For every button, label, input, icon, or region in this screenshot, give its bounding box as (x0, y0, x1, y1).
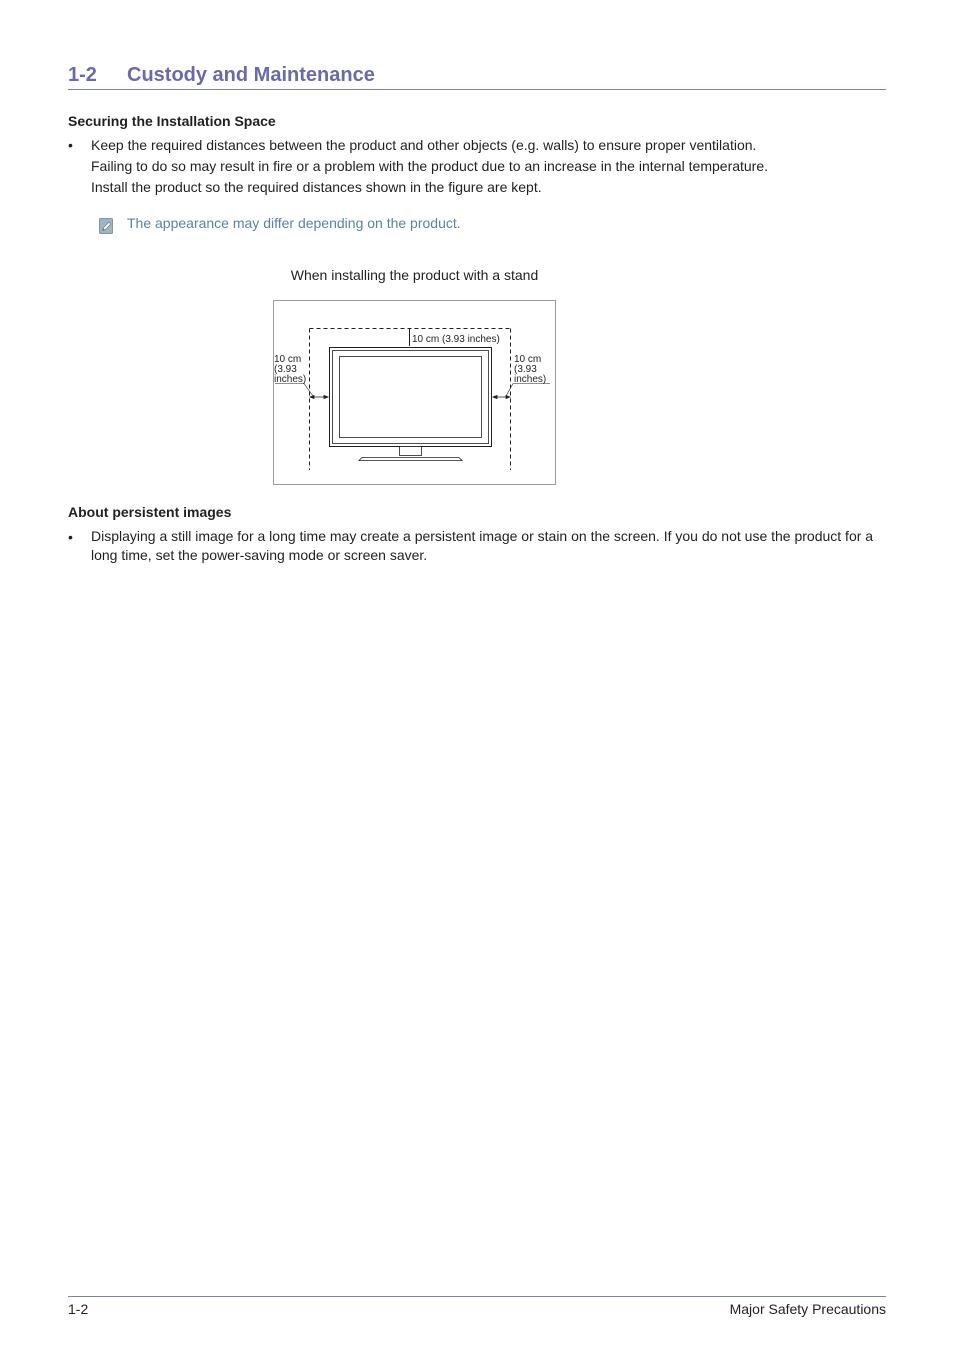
section-number: 1-2 (68, 64, 97, 86)
monitor-drawing (330, 348, 492, 461)
page-title (68, 62, 886, 90)
right-clearance-label-line: (3.93 (514, 364, 537, 375)
installation-clearance-figure (273, 300, 556, 485)
paragraph-line: Install the product so the required distances shown in the figure are kept. (91, 179, 542, 195)
right-clearance-label-line: 10 cm (514, 354, 542, 365)
left-clearance-label-line: 10 cm (274, 354, 302, 365)
figure-caption: When installing the product with a stand (290, 267, 539, 283)
section-title: Custody and Maintenance (127, 64, 375, 86)
paragraph-line: Failing to do so may result in fire or a problem with the product due to an increase in the internal temperature. (91, 158, 769, 174)
top-clearance-label: 10 cm (3.93 inches) (412, 334, 500, 345)
footer-chapter-title: Major Safety Precautions (729, 1301, 886, 1317)
note-pencil-icon (99, 218, 113, 234)
section-heading-persistent-images: About persistent images (68, 504, 232, 520)
footer-page-number: 1-2 (68, 1301, 89, 1317)
right-clearance-label-line: inches) (514, 374, 547, 385)
bullet-marker: • (68, 529, 73, 545)
left-clearance-label-line: inches) (274, 374, 307, 385)
bullet-marker: • (68, 137, 73, 153)
left-clearance-label-line: (3.93 (274, 364, 297, 375)
paragraph-line: Keep the required distances between the product and other objects (e.g. walls) to ensure proper ventilation. (91, 137, 757, 153)
footer-divider (68, 1296, 886, 1297)
persistent-images-paragraph: Displaying a still image for a long time may create a persistent image or stain on the screen. If you do not use the product for a long time, set the power-saving mode or screen saver. (91, 528, 874, 563)
note-text: The appearance may differ depending on the product. (127, 215, 461, 231)
section-heading-installation-space: Securing the Installation Space (68, 113, 276, 129)
installation-paragraph (91, 135, 768, 198)
